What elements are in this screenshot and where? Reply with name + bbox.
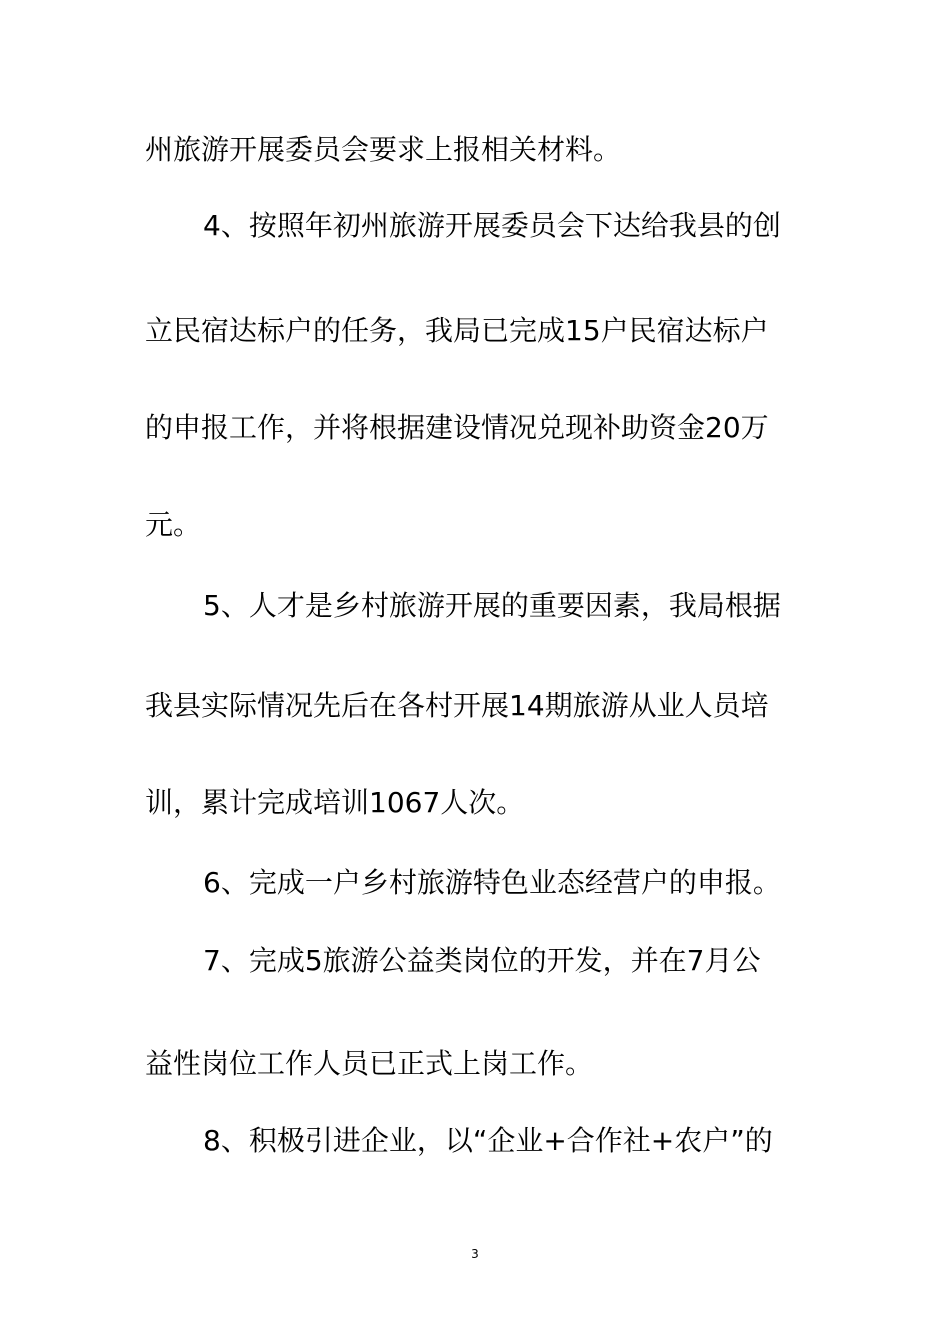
paragraph-4-line-4: 元。 bbox=[145, 508, 202, 541]
paragraph-8-line-1: 8、积极引进企业，以“企业+合作社+农户”的 bbox=[203, 1124, 773, 1157]
paragraph-4-line-3: 的申报工作，并将根据建设情况兑现补助资金20万 bbox=[145, 411, 769, 444]
paragraph-4-line-2: 立民宿达标户的任务，我局已完成15户民宿达标户 bbox=[145, 314, 769, 347]
paragraph-5-line-1: 5、人才是乡村旅游开展的重要因素，我局根据 bbox=[203, 589, 781, 622]
paragraph-5-line-3: 训，累计完成培训1067人次。 bbox=[145, 786, 525, 819]
paragraph-7-line-1: 7、完成5旅游公益类岗位的开发，并在7月公 bbox=[203, 944, 761, 977]
paragraph-6-line-1: 6、完成一户乡村旅游特色业态经营户的申报。 bbox=[203, 866, 781, 899]
paragraph-7-line-2: 益性岗位工作人员已正式上岗工作。 bbox=[145, 1047, 594, 1080]
text-line-1: 州旅游开展委员会要求上报相关材料。 bbox=[145, 133, 622, 166]
paragraph-4-line-1: 4、按照年初州旅游开展委员会下达给我县的创 bbox=[203, 209, 781, 242]
page-number: 3 bbox=[471, 1247, 479, 1261]
paragraph-5-line-2: 我县实际情况先后在各村开展14期旅游从业人员培 bbox=[145, 689, 769, 722]
